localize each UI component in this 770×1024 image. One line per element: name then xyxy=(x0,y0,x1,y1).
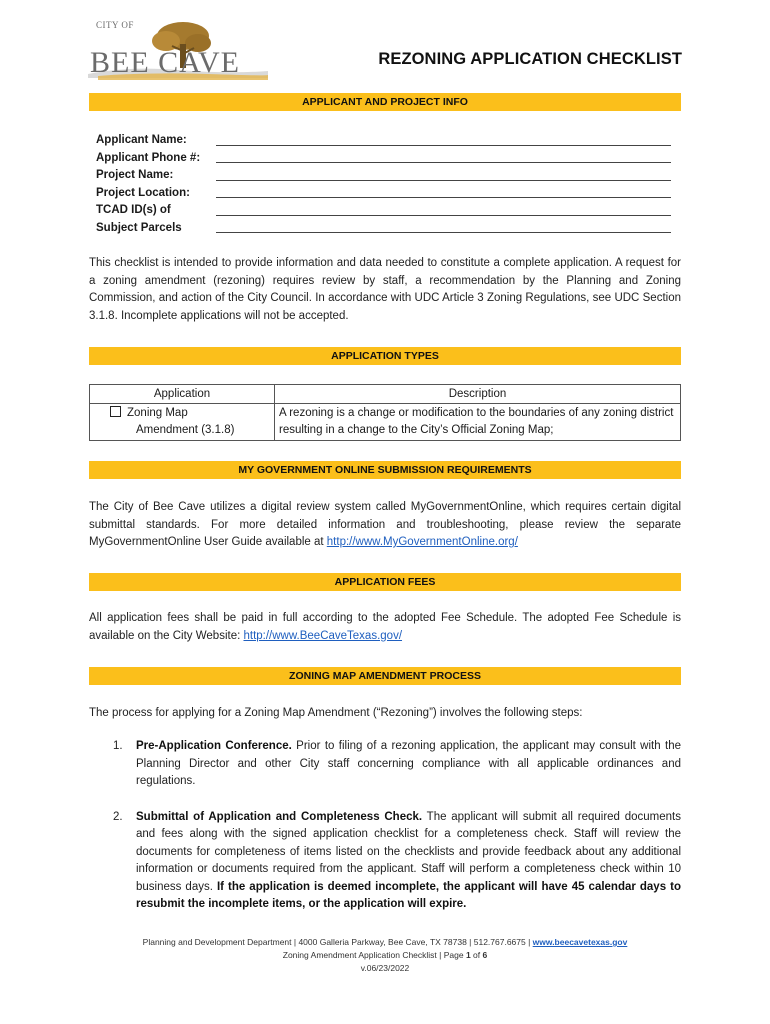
fees-text: All application fees shall be paid in full according to the adopted Fee Schedule. The adopted Fee Schedule is available on the City Website: xyxy=(89,612,681,642)
application-types-table xyxy=(89,384,681,441)
section-types-header: APPLICATION TYPES xyxy=(89,347,681,365)
footer-page-total: 6 xyxy=(482,950,488,960)
footer-line-2 xyxy=(0,949,770,962)
field-label-project-name: Project Name: xyxy=(96,169,174,181)
applicant-name-line[interactable] xyxy=(216,132,671,150)
spacer-line xyxy=(216,202,671,220)
footer-address: Planning and Development Department | 4000 Galleria Parkway, Bee Cave, TX 78738 | 512.767.6675 | xyxy=(142,937,533,947)
field-label-project-location: Project Location: xyxy=(96,186,190,199)
process-steps-list xyxy=(89,738,681,914)
logo-name-text: BEE CAVE xyxy=(90,46,240,79)
section-mgo-header: MY GOVERNMENT ONLINE SUBMISSION REQUIREMENTS xyxy=(89,461,681,479)
field-label-subject-parcels: Subject Parcels xyxy=(96,221,182,234)
fees-link[interactable]: http://www.BeeCaveTexas.gov/ xyxy=(243,629,403,642)
footer-version: v.06/23/2022 xyxy=(360,963,410,973)
application-name-line1: Zoning Map xyxy=(127,407,188,419)
document-title: REZONING APPLICATION CHECKLIST xyxy=(378,50,682,68)
field-label-applicant-phone: Applicant Phone #: xyxy=(96,151,201,164)
footer-page-number: 1 xyxy=(465,950,471,960)
project-location-line[interactable] xyxy=(216,185,671,203)
step-title: Pre-Application Conference. xyxy=(136,740,292,752)
process-intro: The process for applying for a Zoning Map Amendment (“Rezoning”) involves the following steps: xyxy=(89,707,583,719)
section-process-header: ZONING MAP AMENDMENT PROCESS xyxy=(89,667,681,685)
application-name-line2: Amendment (3.1.8) xyxy=(136,424,235,436)
field-label-applicant-name: Applicant Name: xyxy=(96,134,187,146)
list-item xyxy=(89,809,681,914)
section-applicant-header: APPLICANT AND PROJECT INFO xyxy=(89,93,681,111)
applicant-field-lines xyxy=(216,132,671,237)
applicant-phone-line[interactable] xyxy=(216,150,671,168)
footer-doc-name: Zoning Amendment Application Checklist | Page xyxy=(282,950,466,960)
section-fees-header: APPLICATION FEES xyxy=(89,573,681,591)
step-text: The applicant will submit all required documents and fees along with the signed application checklist for a completeness check. Staff will review the documents for completeness of items listed on the checklists and provide feedback about any additional information or documents required from the applicant. Staff will perform a completeness check within 10 business days. xyxy=(136,810,681,893)
applicant-field-labels xyxy=(96,132,200,237)
step-number: 1. xyxy=(113,740,123,752)
col-header-description: Description xyxy=(275,385,681,404)
application-cell xyxy=(90,404,275,441)
field-label-tcad-ids: TCAD ID(s) of xyxy=(96,204,171,216)
page-footer xyxy=(0,936,770,975)
description-cell: A rezoning is a change or modification to the boundaries of any zoning district resulting in a change to the City’s Official Zoning Map; xyxy=(275,404,681,441)
footer-website-link[interactable]: www.beecavetexas.gov xyxy=(532,937,628,947)
step-number: 2. xyxy=(113,810,123,823)
table-row xyxy=(90,404,681,441)
mgo-paragraph xyxy=(89,499,681,552)
table-header-row xyxy=(90,385,681,404)
list-item xyxy=(89,738,681,791)
step-bold-note: If the application is deemed incomplete, the applicant will have 45 calendar days to resubmit the incomplete items, or the application will expire. xyxy=(136,880,681,910)
mgo-text: The City of Bee Cave utilizes a digital review system called MyGovernmentOnline, which requires certain digital submittal standards. For more detailed information and troubleshooting, please review the separate MyGovernmentOnline User Guide available at xyxy=(89,501,681,548)
tcad-ids-line[interactable] xyxy=(216,220,671,238)
footer-line-1 xyxy=(0,936,770,949)
fees-paragraph xyxy=(89,610,681,645)
bee-cave-logo xyxy=(88,16,268,86)
logo-top-text: CITY OF xyxy=(96,20,134,30)
mgo-link[interactable]: http://www.MyGovernmentOnline.org/ xyxy=(326,536,518,548)
step-text: Prior to filing of a rezoning application, the applicant may consult with the Planning Director and other City staff concerning compliance with all applicable ordinances and regulations. xyxy=(136,740,681,787)
zoning-map-checkbox[interactable] xyxy=(110,406,121,417)
step-title: Submittal of Application and Completeness Check. xyxy=(136,810,423,823)
project-name-line[interactable] xyxy=(216,167,671,185)
intro-paragraph: This checklist is intended to provide information and data needed to constitute a complete application. A request for a zoning amendment (rezoning) requires review by staff, a recommendation by the Planning and Zoning Commission, and action of the City Council. In accordance with UDC Article 3 Zoning Regulations, see UDC Section 3.1.8. Incomplete applications will not be accepted. xyxy=(89,257,681,322)
col-header-application: Application xyxy=(90,385,275,404)
footer-of: of xyxy=(470,950,483,960)
